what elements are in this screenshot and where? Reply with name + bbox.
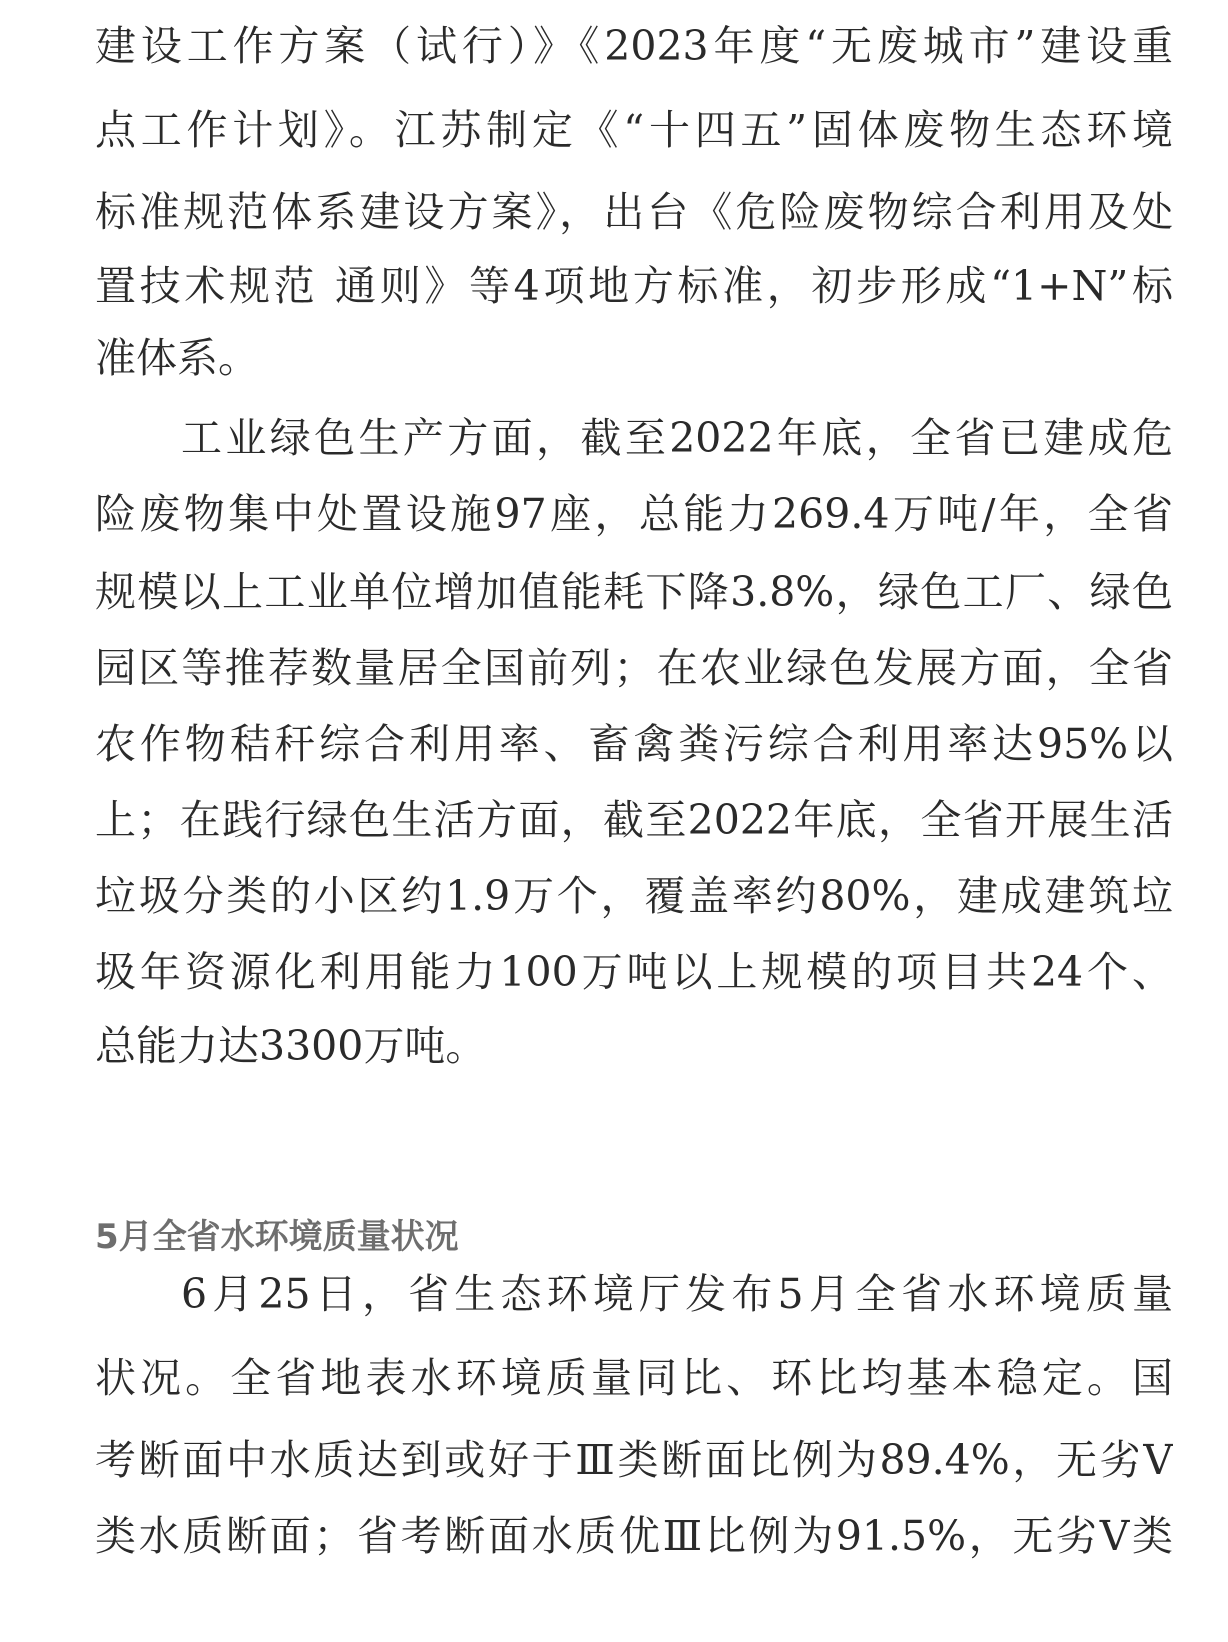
paragraph-1-line-2: 点工作计划》。江苏制定《“十四五”固体废物生态环境 xyxy=(95,106,1173,154)
section-paragraph-line-4: 类水质断面；省考断面水质优Ⅲ比例为91.5%，无劣Ⅴ类 xyxy=(95,1512,1173,1560)
paragraph-2-line-1: 工业绿色生产方面，截至2022年底，全省已建成危 xyxy=(181,414,1173,462)
paragraph-1-line-3: 标准规范体系建设方案》，出台《危险废物综合利用及处 xyxy=(95,188,1173,236)
paragraph-2-line-4: 园区等推荐数量居全国前列；在农业绿色发展方面，全省 xyxy=(95,644,1173,692)
section-paragraph-line-2: 状况。全省地表水环境质量同比、环比均基本稳定。国 xyxy=(95,1354,1173,1402)
paragraph-2-line-8: 圾年资源化利用能力100万吨以上规模的项目共24个、 xyxy=(95,948,1173,996)
paragraph-2-line-3: 规模以上工业单位增加值能耗下降3.8%，绿色工厂、绿色 xyxy=(95,568,1173,616)
section-paragraph-line-1: 6月25日，省生态环境厅发布5月全省水环境质量 xyxy=(181,1270,1173,1318)
paragraph-1-line-4: 置技术规范 通则》等4项地方标准，初步形成“1+N”标 xyxy=(95,262,1173,310)
paragraph-2-line-6: 上；在践行绿色生活方面，截至2022年底，全省开展生活 xyxy=(95,796,1173,844)
paragraph-1-line-1: 建设工作方案（试行）》《2023年度“无废城市”建设重 xyxy=(95,22,1173,70)
paragraph-2-line-7: 垃圾分类的小区约1.9万个，覆盖率约80%，建成建筑垃 xyxy=(95,872,1173,920)
paragraph-1-line-5: 准体系。 xyxy=(95,334,259,382)
paragraph-2-line-9: 总能力达3300万吨。 xyxy=(95,1022,487,1070)
paragraph-2-line-2: 险废物集中处置设施97座，总能力269.4万吨/年，全省 xyxy=(95,490,1173,538)
paragraph-2-line-5: 农作物秸秆综合利用率、畜禽粪污综合利用率达95%以 xyxy=(95,720,1173,768)
section-paragraph-line-3: 考断面中水质达到或好于Ⅲ类断面比例为89.4%，无劣Ⅴ xyxy=(95,1436,1173,1484)
section-heading: 5月全省水环境质量状况 xyxy=(95,1217,459,1257)
